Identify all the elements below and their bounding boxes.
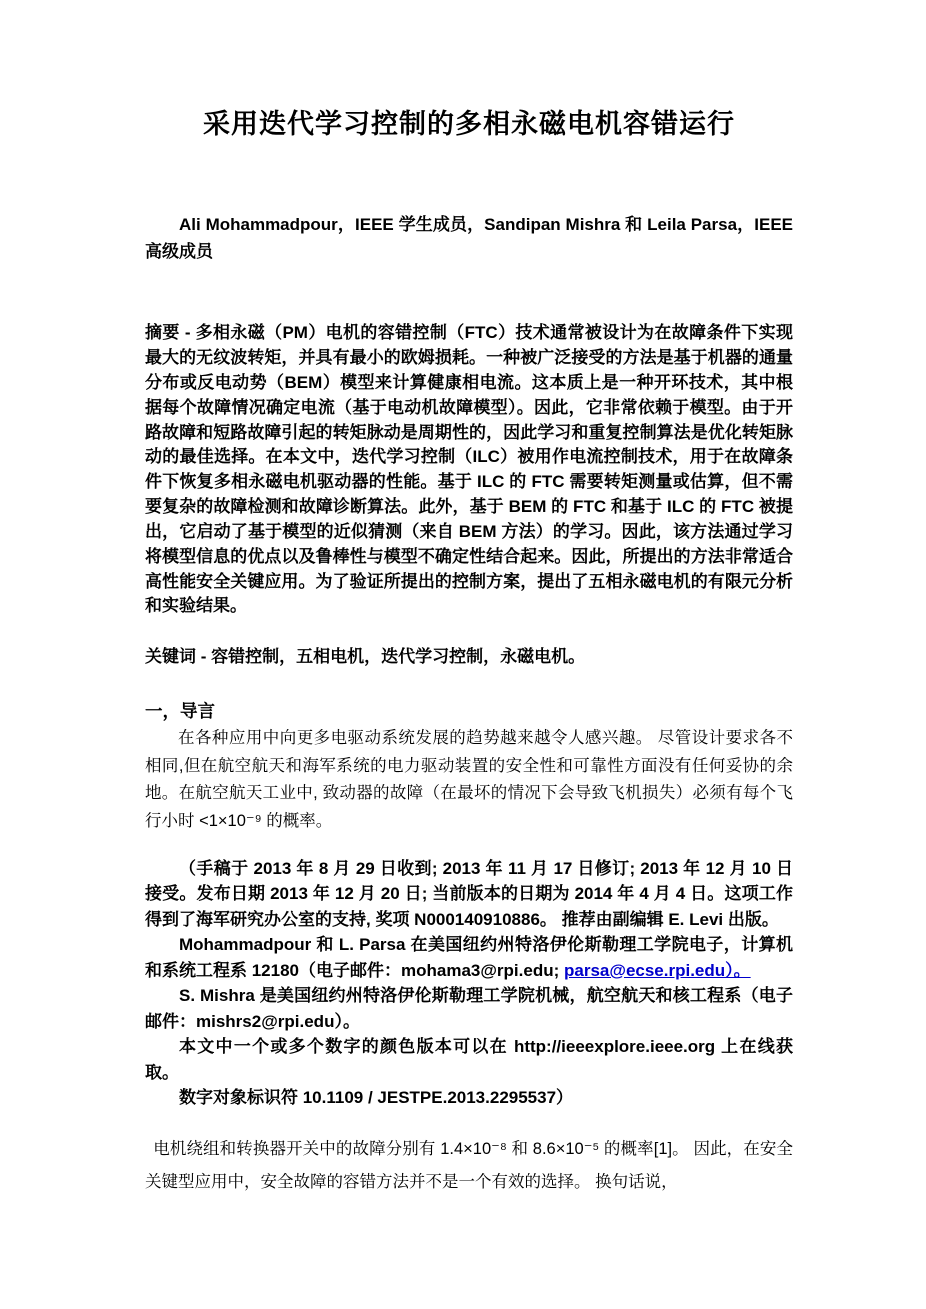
introduction-paragraph: 在各种应用中向更多电驱动系统发展的趋势越来越令人感兴趣。 尽管设计要求各不相同,但在航空航天和海军系统的电力驱动装置的安全性和可靠性方面没有任何妥协的余地。在航空航天工业中, 致动器的故障（在最坏的情况下会导致飞机损失）必须有每个飞行小时 <1×10⁻⁹ 的概率。 [145,728,793,831]
parsa-email-link[interactable]: parsa@ecse.rpi.edu）。 [564,960,751,980]
keywords-line: 关键词 - 容错控制，五相电机，迭代学习控制，永磁电机。 [145,647,586,667]
section-heading-introduction: 一，导言 [145,700,215,721]
affiliation-parsa-text: Mohammadpour 和 L. Parsa 在美国纽约州特洛伊伦斯勒理工学院电子，计算机和系统工程系 12180（电子邮件：mohama3@rpi.edu; [145,935,793,980]
body-paragraph-failure-rates: 电机绕组和转换器开关中的故障分别有 1.4×10⁻⁸ 和 8.6×10⁻⁵ 的概率[1]。 因此，在安全关键型应用中，安全故障的容错方法并不是一个有效的选择。 换句话说， [145,1139,793,1191]
page-content [145,102,793,1215]
doi-line: 数字对象标识符 10.1109 / JESTPE.2013.2295537） [179,1088,574,1108]
color-version-note: 本文中一个或多个数字的颜色版本可以在 http://ieeexplore.ieee.org 上在线获取。 [145,1037,793,1082]
paper-title: 采用迭代学习控制的多相永磁电机容错运行 [203,109,735,139]
abstract-paragraph: 摘要 - 多相永磁（PM）电机的容错控制（FTC）技术通常被设计为在故障条件下实现最大的无纹波转矩，并具有最小的欧姆损耗。一种被广泛接受的方法是基于机器的通量分布或反电动势（BEM）模型来计算健康相电流。这本质上是一种开环技术，其中根据每个故障情况确定电流（基于电动机故障模型）。因此，它非常依赖于模型。由于开路故障和短路故障引起的转矩脉动是周期性的，因此学习和重复控制算法是优化转矩脉动的最佳选择。在本文中，迭代学习控制（ILC）被用作电流控制技术，用于在故障条件下恢复多相永磁电机驱动器的性能。基于 ILC 的 FTC 需要转矩测量或估算，但不需要复杂的故障检测和故障诊断算法。此外，基于 BEM 的 FTC 和基于 ILC 的 FTC 被提出，它启动了基于模型的近似猜测（来自 BEM 方法）的学习。因此，该方法通过学习将模型信息的优点以及鲁棒性与模型不确定性结合起来。因此，所提出的方法非常适合高性能安全关键应用。为了验证所提出的控制方案，提出了五相永磁电机的有限元分析和实验结果。 [145,323,793,616]
affiliation-mishra: S. Mishra 是美国纽约州特洛伊伦斯勒理工学院机械，航空航天和核工程系（电子邮件：mishrs2@rpi.edu）。 [145,986,793,1031]
affiliation-parsa [145,932,793,983]
authors-line: Ali Mohammadpour，IEEE 学生成员，Sandipan Mishra 和 Leila Parsa，IEEE 高级成员 [145,215,793,262]
footnote-block [145,856,793,1111]
manuscript-history: （手稿于 2013 年 8 月 29 日收到; 2013 年 11 月 17 日修订; 2013 年 12 月 10 日接受。发布日期 2013 年 12 月 20 日; 当前版本的日期为 2014 年 4 月 4 日。这项工作得到了海军研究办公室的支持, 奖项 N000140910886。 推荐由副编辑 E. Levi 出版。 [145,858,793,929]
